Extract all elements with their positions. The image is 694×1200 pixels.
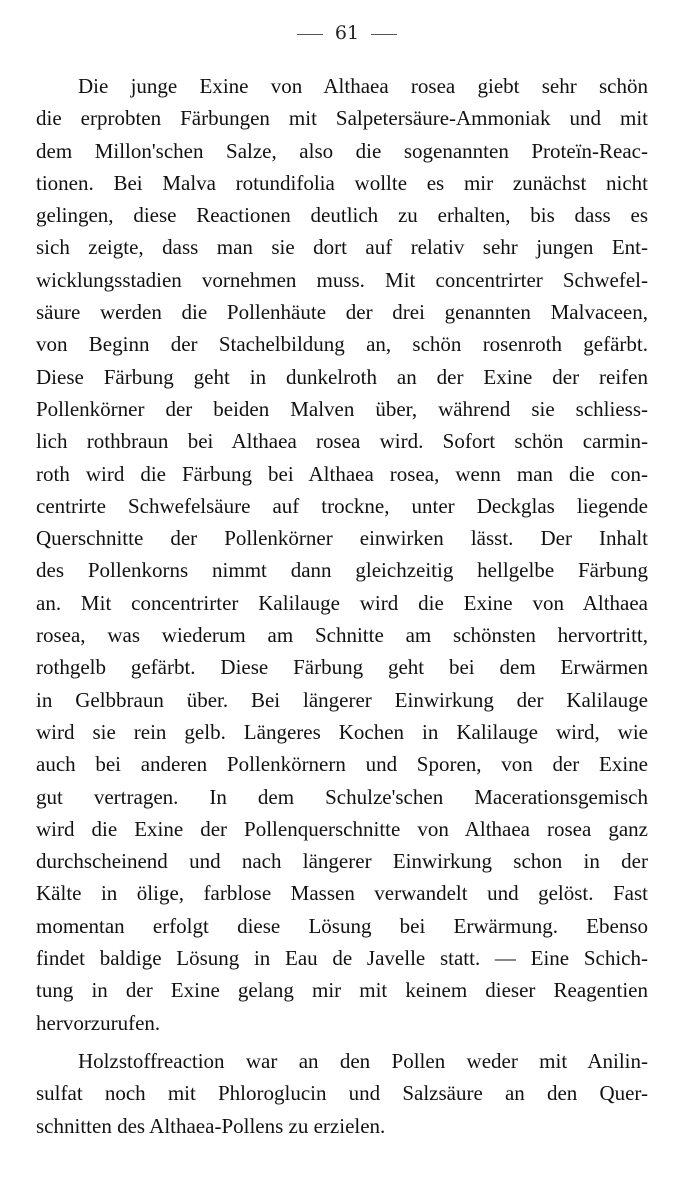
text-line: von Beginn der Stachelbildung an, schön rosenroth gefärbt.	[36, 332, 648, 357]
text-line: gut vertragen. In dem Schulze'schen Macerationsgemisch	[36, 784, 648, 809]
header-dash-right	[371, 34, 397, 35]
text-line: Die junge Exine von Althaea rosea giebt sehr schön	[78, 74, 648, 98]
text-line: roth wird die Färbung bei Althaea rosea, wenn man die con-	[36, 461, 648, 486]
text-line: tionen. Bei Malva rotundifolia wollte es mir zunächst nicht	[36, 170, 648, 195]
text-line: Pollenkörner der beiden Malven über, während sie schliess-	[36, 396, 648, 421]
text-line: säure werden die Pollenhäute der drei genannten Malvaceen,	[36, 300, 648, 325]
text-line: wicklungsstadien vornehmen muss. Mit concentrirter Schwefel-	[36, 267, 648, 292]
paragraph-1	[36, 70, 648, 1039]
page-number: 61	[334, 22, 360, 44]
text-line: Querschnitte der Pollenkörner einwirken lässt. Der Inhalt	[36, 526, 648, 551]
text-line: des Pollenkorns nimmt dann gleichzeitig hellgelbe Färbung	[36, 558, 648, 583]
header-dash-left	[297, 34, 323, 35]
text-line: momentan erfolgt diese Lösung bei Erwärmung. Ebenso	[36, 913, 648, 938]
text-line: gelingen, diese Reactionen deutlich zu erhalten, bis dass es	[36, 203, 648, 228]
text-line: wird sie rein gelb. Längeres Kochen in Kalilauge wird, wie	[36, 719, 648, 744]
paragraph-2	[36, 1045, 648, 1142]
text-line: findet baldige Lösung in Eau de Javelle statt. — Eine Schich-	[36, 946, 648, 971]
text-line: in Gelbbraun über. Bei längerer Einwirkung der Kalilauge	[36, 687, 648, 712]
text-line: Holzstoffreaction war an den Pollen weder mit Anilin-	[78, 1048, 648, 1073]
text-line: centrirte Schwefelsäure auf trockne, unter Deckglas liegende	[36, 493, 648, 518]
page-header	[0, 22, 694, 44]
text-line: wird die Exine der Pollenquerschnitte von Althaea rosea ganz	[36, 816, 648, 841]
text-line: sulfat noch mit Phloroglucin und Salzsäure an den Quer-	[36, 1081, 648, 1106]
text-line: schnitten des Althaea-Pollens zu erzielen.	[36, 1113, 386, 1138]
text-line: rosea, was wiederum am Schnitte am schönsten hervortritt,	[36, 623, 648, 648]
text-line: an. Mit concentrirter Kalilauge wird die Exine von Althaea	[36, 590, 648, 615]
text-line: lich rothbraun bei Althaea rosea wird. Sofort schön carmin-	[36, 429, 648, 454]
body-text	[36, 70, 648, 1142]
text-line: Diese Färbung geht in dunkelroth an der Exine der reifen	[36, 364, 648, 389]
text-line: auch bei anderen Pollenkörnern und Sporen, von der Exine	[36, 752, 648, 777]
text-line: die erprobten Färbungen mit Salpetersäure-Ammoniak und mit	[36, 106, 648, 131]
text-line: dem Millon'schen Salze, also die sogenannten Proteïn-Reac-	[36, 138, 648, 163]
text-line: durchscheinend und nach längerer Einwirkung schon in der	[36, 849, 648, 874]
text-line: rothgelb gefärbt. Diese Färbung geht bei dem Erwärmen	[36, 655, 648, 680]
text-line: Kälte in ölige, farblose Massen verwandelt und gelöst. Fast	[36, 881, 648, 906]
text-line: tung in der Exine gelang mir mit keinem dieser Reagentien	[36, 978, 648, 1003]
text-line: sich zeigte, dass man sie dort auf relativ sehr jungen Ent-	[36, 235, 648, 260]
text-line: hervorzurufen.	[36, 1010, 161, 1035]
